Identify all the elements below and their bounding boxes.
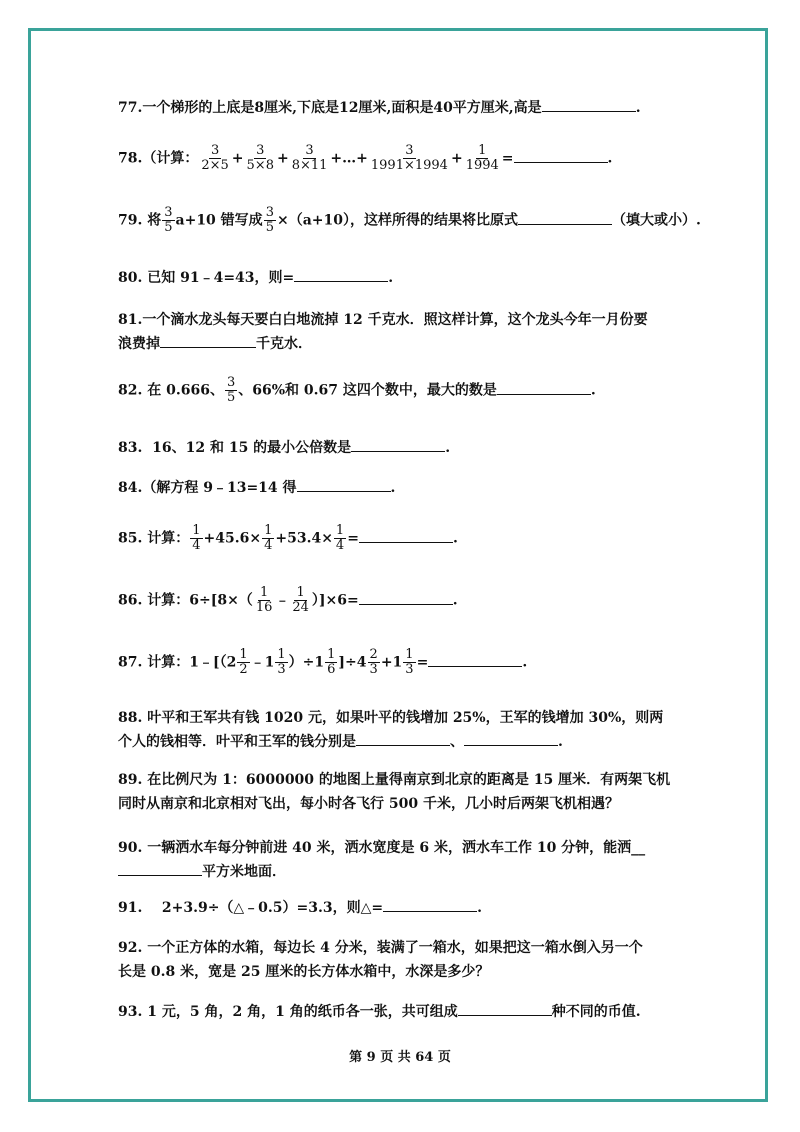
question-text: 一个梯形的上底是8厘米,下底是12厘米,面积是40平方厘米,高是 <box>142 100 542 116</box>
question-89-line2: 同时从南京和北京相对飞出，每小时各飞行 500 千米，几小时后两架飞机相遇？ <box>118 796 619 812</box>
fraction: $\frac{3}{5}$ <box>265 205 274 235</box>
fraction: $\frac{3}{5\times 8}$ <box>246 143 274 173</box>
answer-blank <box>428 652 522 667</box>
question-number: 84. <box>118 480 143 496</box>
answer-blank <box>383 897 477 912</box>
fraction: $\frac{1}{24}$ <box>292 585 309 615</box>
answer-blank <box>458 1001 552 1016</box>
answer-blank <box>356 731 450 746</box>
answer-blank <box>514 148 608 163</box>
question-number: 90. <box>118 840 143 856</box>
fraction: $\frac{3}{5}$ <box>226 375 236 405</box>
question-number: 80. <box>118 270 143 286</box>
fraction: $\frac{1}{2}$ <box>239 647 248 677</box>
question-77: 77.一个梯形的上底是8厘米,下底是12厘米,面积是40平方厘米,高是 . <box>118 94 678 122</box>
question-number: 82. <box>118 382 143 399</box>
question-92-line2: 长是 0.8 米，宽是 25 厘米的长方体水箱中，水深是多少？ <box>118 964 490 980</box>
question-82: 82. 在 0.666、 $\frac{3}{5}$ 、66%和 0.67 这四个数中，最大的数是 . <box>118 375 596 405</box>
question-84: 84.（解方程 9﹣13=14 得 . <box>118 474 678 502</box>
question-number: 79. <box>118 212 143 229</box>
answer-blank <box>297 477 391 492</box>
question-number: 85. <box>118 530 143 547</box>
question-90: 90. 一辆洒水车每分钟前进 40 米，洒水宽度是 6 米，洒水车工作 10 分钟，能洒__ <box>118 840 646 856</box>
fraction: $\frac{1}{4}$ <box>264 523 273 553</box>
answer-blank <box>542 97 636 112</box>
question-80: 80. 已知 91﹣4=43，则= . <box>118 264 678 292</box>
question-number: 83. <box>118 440 143 456</box>
fraction: $\frac{1}{16}$ <box>255 585 273 615</box>
fraction: $\frac{1}{6}$ <box>327 647 336 677</box>
question-number: 93. <box>118 1004 143 1020</box>
answer-blank <box>160 333 256 348</box>
fraction: $\frac{3}{5}$ <box>164 205 173 235</box>
question-88: 88. 叶平和王军共有钱 1020 元，如果叶平的钱增加 25%，王军的钱增加 30%，则两 <box>118 710 664 726</box>
question-86: 86. 计算：6÷[8×（ $\frac{1}{16}$ ﹣ $\frac{1}{24}$ ）]×6= . <box>118 585 458 615</box>
fraction: $\frac{1}{4}$ <box>335 523 345 553</box>
question-91: 91. 2+3.9÷（△﹣0.5）=3.3，则△= . <box>118 894 678 922</box>
question-number: 92. <box>118 940 143 956</box>
question-78: 78.（计算： $\frac{3}{2\times 5}$ + $\frac{3}{5\times 8}$ + $\frac{3}{8\times 11}$ +…+ $\frac{3}{1991\times 1994}$ + $\frac{1}{1994}$ = . <box>118 143 613 173</box>
question-90-line2: 平方米地面． <box>118 858 678 886</box>
question-number: 88. <box>118 710 143 726</box>
answer-blank <box>294 267 388 282</box>
question-79: 79. 将 $\frac{3}{5}$ a+10 错写成 $\frac{3}{5}$ ×（a+10），这样所得的结果将比原式 （填大或小）. <box>118 205 701 235</box>
question-81: 81.一个滴水龙头每天要白白地流掉 12 千克水．照这样计算，这个龙头今年一月份要 <box>118 312 648 328</box>
fraction: $\frac{3}{1991\times 1994}$ <box>370 143 448 173</box>
fraction: $\frac{3}{8\times 11}$ <box>291 143 328 173</box>
fraction: $\frac{3}{2\times 5}$ <box>201 143 229 173</box>
fraction: $\frac{1}{3}$ <box>277 647 286 677</box>
answer-blank <box>359 590 453 605</box>
question-92: 92. 一个正方体的水箱，每边长 4 分米，装满了一箱水，如果把这一箱水倒入另一个 <box>118 940 643 956</box>
fraction: $\frac{1}{4}$ <box>192 523 201 553</box>
question-87: 87. 计算：1﹣[（2 $\frac{1}{2}$ ﹣1 $\frac{1}{3}$ ）÷1 $\frac{1}{6}$ ]÷4 $\frac{2}{3}$ +1 $\frac{1}{3}$ = . <box>118 647 528 677</box>
answer-blank <box>351 437 445 452</box>
question-81-line2: 浪费掉 千克水． <box>118 330 678 358</box>
answer-blank <box>518 210 612 225</box>
answer-blank <box>118 861 202 876</box>
question-number: 77. <box>118 100 143 116</box>
question-number: 81. <box>118 312 143 328</box>
question-number: 91. <box>118 900 143 916</box>
answer-blank <box>497 380 591 395</box>
question-89: 89. 在比例尺为 1：6000000 的地图上量得南京到北京的距离是 15 厘米．有两架飞机 <box>118 772 671 788</box>
question-93: 93. 1 元，5 角，2 角，1 角的纸币各一张，共可组成 种不同的币值. <box>118 998 678 1026</box>
question-number: 78. <box>118 150 143 167</box>
answer-blank <box>359 528 453 543</box>
page-number-footer: 第 9 页 共 64 页 <box>349 1050 451 1065</box>
answer-blank <box>464 731 558 746</box>
question-number: 86. <box>118 592 143 609</box>
fraction: $\frac{1}{1994}$ <box>465 143 499 173</box>
question-85: 85. 计算： $\frac{1}{4}$ +45.6× $\frac{1}{4}$ +53.4× $\frac{1}{4}$ = . <box>118 523 458 553</box>
fraction: $\frac{2}{3}$ <box>369 647 378 677</box>
question-number: 87. <box>118 654 143 671</box>
question-88-line2: 个人的钱相等．叶平和王军的钱分别是 、 . <box>118 728 678 756</box>
question-83: 83. 16、12 和 15 的最小公倍数是 . <box>118 434 678 462</box>
fraction: $\frac{1}{3}$ <box>405 647 414 677</box>
question-number: 89. <box>118 772 143 788</box>
